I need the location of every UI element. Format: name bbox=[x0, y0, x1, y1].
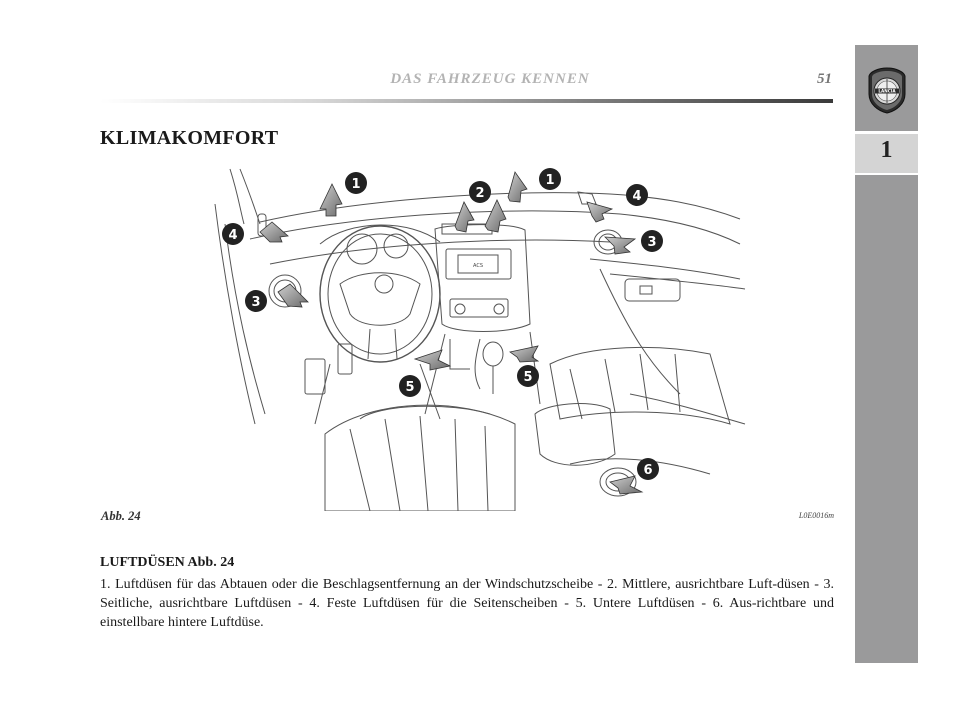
svg-text:2: 2 bbox=[475, 186, 485, 201]
airflow-arrow bbox=[508, 172, 527, 202]
callout-2 bbox=[469, 181, 491, 203]
callout-6 bbox=[637, 458, 659, 480]
airflow-arrow bbox=[605, 237, 635, 254]
callout-5 bbox=[399, 375, 421, 397]
callout-4 bbox=[222, 223, 244, 245]
airflow-arrow bbox=[415, 350, 450, 370]
airflow-arrow bbox=[587, 202, 612, 222]
svg-text:4: 4 bbox=[632, 189, 642, 204]
callout-3 bbox=[245, 290, 267, 312]
airflow-arrow bbox=[320, 184, 342, 216]
side-tab-body bbox=[855, 175, 918, 663]
svg-text:5: 5 bbox=[523, 370, 533, 385]
chapter-number: 1 bbox=[880, 137, 893, 163]
airflow-arrow bbox=[485, 200, 506, 232]
lancia-logo-icon bbox=[866, 66, 908, 114]
airflow-arrow bbox=[278, 284, 308, 307]
svg-text:6: 6 bbox=[643, 463, 653, 478]
section-title: KLIMAKOMFORT bbox=[100, 127, 279, 149]
figure-caption: Abb. 24 bbox=[101, 509, 141, 523]
dashboard-illustration bbox=[210, 164, 747, 511]
airflow-arrow bbox=[610, 476, 642, 494]
svg-text:3: 3 bbox=[647, 235, 657, 250]
figure-code: L0E0016m bbox=[798, 511, 834, 520]
callout-5 bbox=[517, 365, 539, 387]
header-divider bbox=[100, 99, 833, 103]
logo-text: LANCIA bbox=[878, 88, 896, 94]
callout-4 bbox=[626, 184, 648, 206]
svg-text:1: 1 bbox=[545, 173, 555, 188]
svg-text:1: 1 bbox=[351, 177, 361, 192]
svg-text:4: 4 bbox=[228, 228, 238, 243]
airflow-arrow bbox=[260, 222, 288, 242]
callout-3 bbox=[641, 230, 663, 252]
callout-1 bbox=[539, 168, 561, 190]
vents-heading: LUFTDÜSEN Abb. 24 bbox=[100, 555, 235, 570]
running-header-title: DAS FAHRZEUG KENNEN bbox=[390, 71, 590, 87]
svg-text:3: 3 bbox=[251, 295, 261, 310]
callout-1 bbox=[345, 172, 367, 194]
airflow-arrow bbox=[510, 346, 538, 362]
page-number: 51 bbox=[817, 71, 832, 87]
svg-text:5: 5 bbox=[405, 380, 415, 395]
airflow-arrow bbox=[455, 202, 474, 232]
display-text: ACS bbox=[473, 263, 483, 269]
vents-description: 1. Luftdüsen für das Abtauen oder die Beschlagsentfernung an der Windschutzscheibe - 2. Mittlere, ausrichtbare Luft-düsen - 3. Seitliche, ausrichtbare Luftdüsen - 4. Feste Luftdüsen für die Seitenscheiben - 5. Untere Luftdüsen - 6. Aus-richtbare und einstellbare hintere Luftdüse. bbox=[100, 577, 834, 630]
